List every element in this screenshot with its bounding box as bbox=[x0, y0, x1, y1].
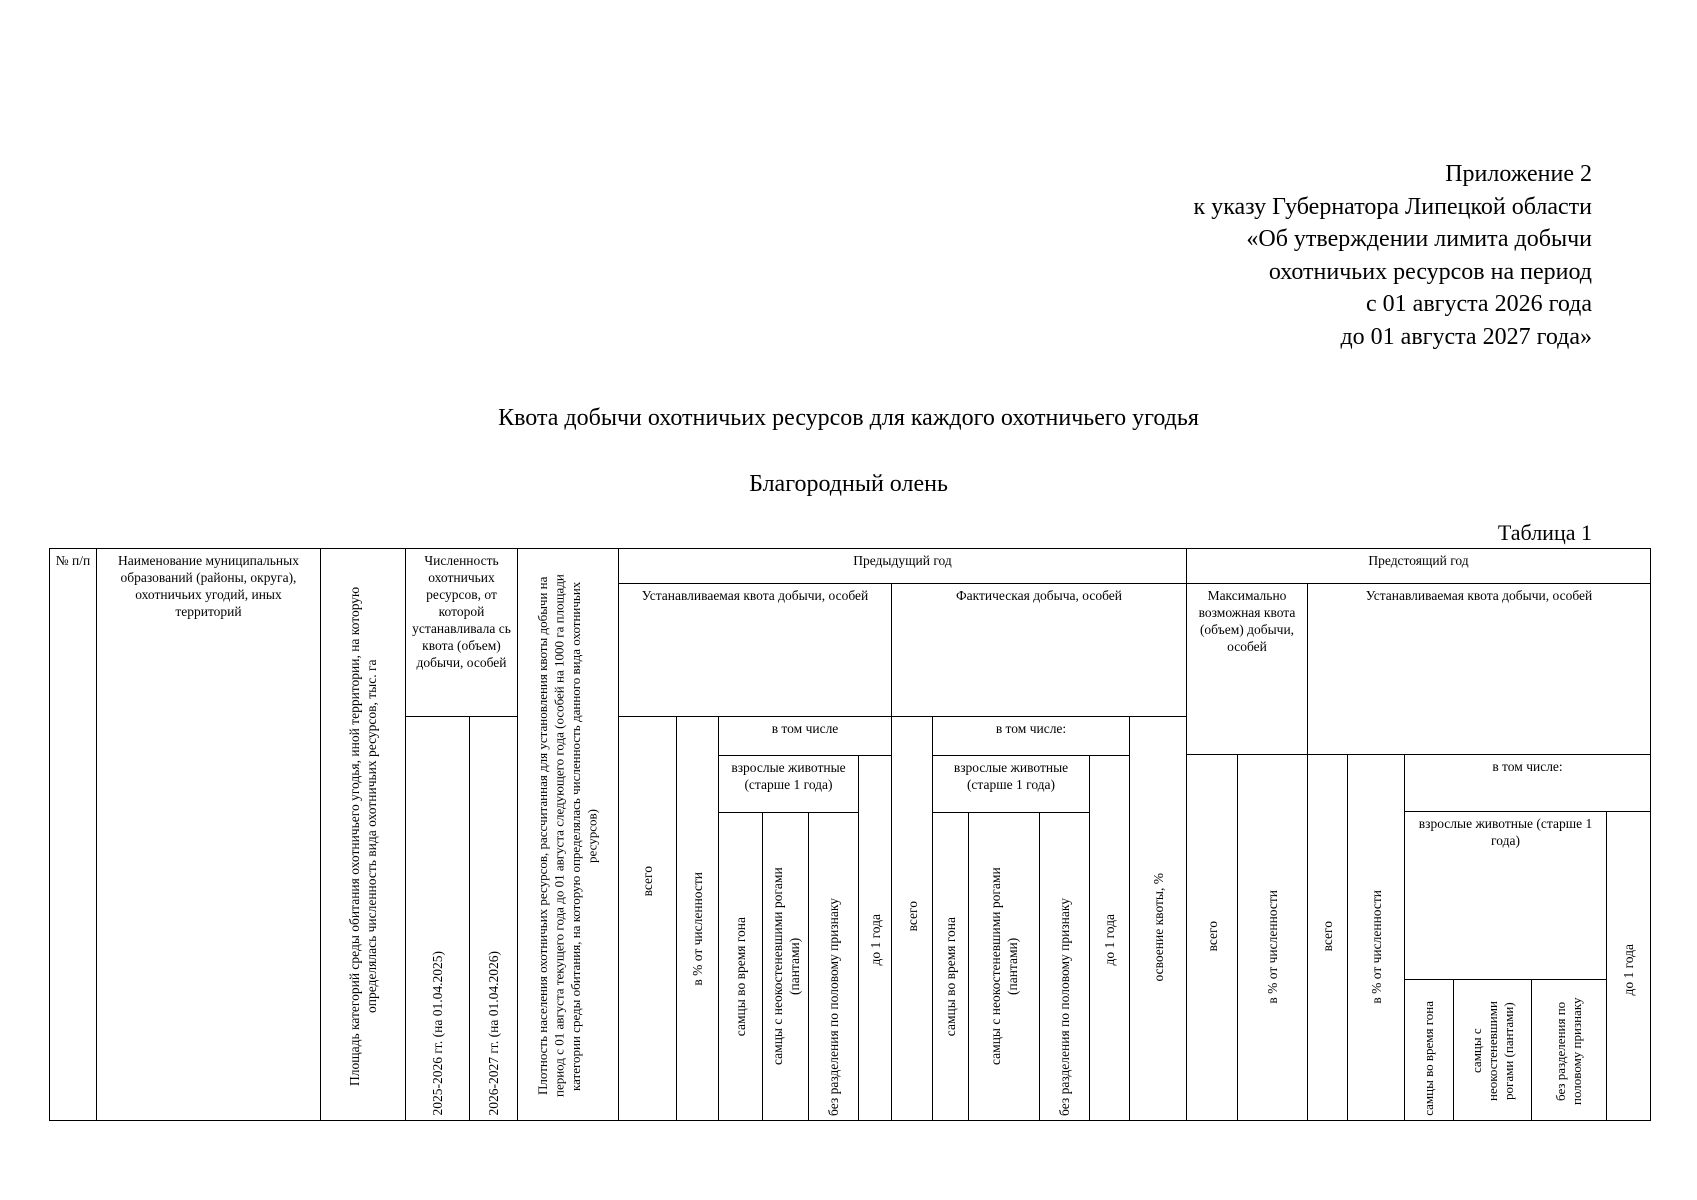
header-next-antler-males-text: самцы с неокостеневшими рогами (пантами) bbox=[1468, 1001, 1516, 1101]
header-area-text: Площадь категорий среды обитания охотничьего угодья, иной территории, на которую определялась численность вида охотничьих ресурсов, тыс. га bbox=[347, 586, 379, 1086]
document-subtitle: Благородный олень bbox=[749, 471, 948, 497]
header-area bbox=[320, 548, 405, 1121]
header-next-antler-males bbox=[1453, 980, 1531, 1121]
header-actual-including: в том числе: bbox=[932, 717, 1129, 756]
header-actual-no-sex bbox=[1039, 813, 1089, 1121]
header-prev-quota: Устанавливаемая квота добычи, особей bbox=[618, 584, 891, 717]
header-quota-usage-text: освоение квоты, % bbox=[1150, 872, 1166, 981]
header-actual-rut-males bbox=[932, 813, 968, 1121]
header-name: Наименование муниципальных образований (районы, округа), охотничьих угодий, иных территорий bbox=[96, 548, 320, 1121]
header-next-rut-males-text: самцы во время гона bbox=[1421, 1001, 1436, 1116]
header-prev-total-text: всего bbox=[640, 865, 655, 896]
header-actual-rut-males-text: самцы во время гона bbox=[943, 916, 958, 1036]
header-max-total-text: всего bbox=[1204, 920, 1220, 951]
header-prev-including: в том числе bbox=[718, 717, 891, 756]
header-prev-year: Предыдущий год bbox=[618, 548, 1186, 584]
header-actual-antler-males bbox=[968, 813, 1039, 1121]
header-density-text: Плотность населения охотничьих ресурсов, рассчитанная для установления квоты добычи на период с 01 августа текущего года до 01 августа следующего года (особей на 1000 га площади категории среды обитания, на которую определялась численность данного вида охотничьих ресурсов) bbox=[535, 574, 600, 1098]
appendix-line: охотничьих ресурсов на период bbox=[1268, 258, 1592, 285]
header-max-quota: Максимально возможная квота (объем) добычи, особей bbox=[1186, 584, 1307, 755]
header-prev-under-one bbox=[858, 756, 891, 1121]
header-actual-total bbox=[891, 717, 932, 1121]
header-next-under-one-text: до 1 года bbox=[1621, 944, 1636, 996]
header-prev-adults: взрослые животные (старше 1 года) bbox=[718, 756, 858, 813]
header-prev-rut-males-text: самцы во время гона bbox=[733, 916, 748, 1036]
header-next-total-text: всего bbox=[1320, 920, 1335, 951]
header-prev-antler-males bbox=[762, 813, 808, 1121]
header-next-quota: Устанавливаемая квота добычи, особей bbox=[1307, 584, 1651, 755]
header-next-no-sex bbox=[1531, 980, 1606, 1121]
header-next-rut-males bbox=[1404, 980, 1453, 1121]
header-actual-antler-males-text: самцы с неокостеневшими рогами (пантами) bbox=[988, 867, 1020, 1065]
header-prev-no-sex-text: без разделения по половому признаку bbox=[826, 898, 841, 1116]
header-number: № п/п bbox=[49, 548, 96, 1121]
header-prev-percent bbox=[676, 717, 718, 1121]
appendix-line: к указу Губернатора Липецкой области bbox=[1193, 193, 1592, 220]
header-next-under-one bbox=[1606, 812, 1651, 1121]
appendix-line: «Об утверждении лимита добычи bbox=[1246, 226, 1592, 253]
header-next-percent bbox=[1347, 755, 1404, 1121]
document-title: Квота добычи охотничьих ресурсов для каждого охотничьего угодья bbox=[498, 405, 1199, 431]
header-population: Численность охотничьих ресурсов, от которой устанавливала сь квота (объем) добычи, особей bbox=[405, 548, 517, 717]
header-next-adults: взрослые животные (старше 1 года) bbox=[1404, 812, 1606, 980]
appendix-line: Приложение 2 bbox=[1445, 161, 1592, 187]
header-next-year: Предстоящий год bbox=[1186, 548, 1651, 584]
header-actual-no-sex-text: без разделения по половому признаку bbox=[1057, 898, 1072, 1116]
header-next-no-sex-text: без разделения по половому признаку bbox=[1553, 997, 1584, 1105]
header-prev-percent-text: в % от численности bbox=[690, 872, 705, 986]
header-next-total bbox=[1307, 755, 1347, 1121]
header-pop-2026 bbox=[469, 717, 517, 1121]
header-next-including: в том числе: bbox=[1404, 755, 1651, 812]
header-pop-2025 bbox=[405, 717, 469, 1121]
header-pop-2026-text: 2026-2027 гг. (на 01.04.2026) bbox=[486, 951, 501, 1116]
header-density bbox=[517, 548, 618, 1121]
header-max-percent-text: в % от численности bbox=[1265, 890, 1280, 1004]
header-quota-usage bbox=[1129, 717, 1186, 1121]
header-prev-rut-males bbox=[718, 813, 762, 1121]
table-label: Таблица 1 bbox=[1497, 520, 1592, 545]
header-actual: Фактическая добыча, особей bbox=[891, 584, 1186, 717]
header-max-percent bbox=[1237, 755, 1307, 1121]
header-next-percent-text: в % от численности bbox=[1368, 890, 1384, 1004]
appendix-line: с 01 августа 2026 года bbox=[1366, 291, 1592, 318]
header-prev-total bbox=[618, 717, 676, 1121]
header-prev-no-sex bbox=[808, 813, 858, 1121]
header-actual-total-text: всего bbox=[904, 900, 920, 931]
header-actual-under-one-text: до 1 года bbox=[1102, 914, 1117, 966]
header-max-total bbox=[1186, 755, 1237, 1121]
header-actual-adults: взрослые животные (старше 1 года) bbox=[932, 756, 1089, 813]
header-actual-under-one bbox=[1089, 756, 1129, 1121]
appendix-line: до 01 августа 2027 года» bbox=[1340, 323, 1592, 350]
header-pop-2025-text: 2025-2026 гг. (на 01.04.2025) bbox=[430, 951, 445, 1116]
header-prev-under-one-text: до 1 года bbox=[867, 914, 883, 966]
header-prev-antler-males-text: самцы с неокостеневшими рогами (пантами) bbox=[769, 867, 802, 1065]
